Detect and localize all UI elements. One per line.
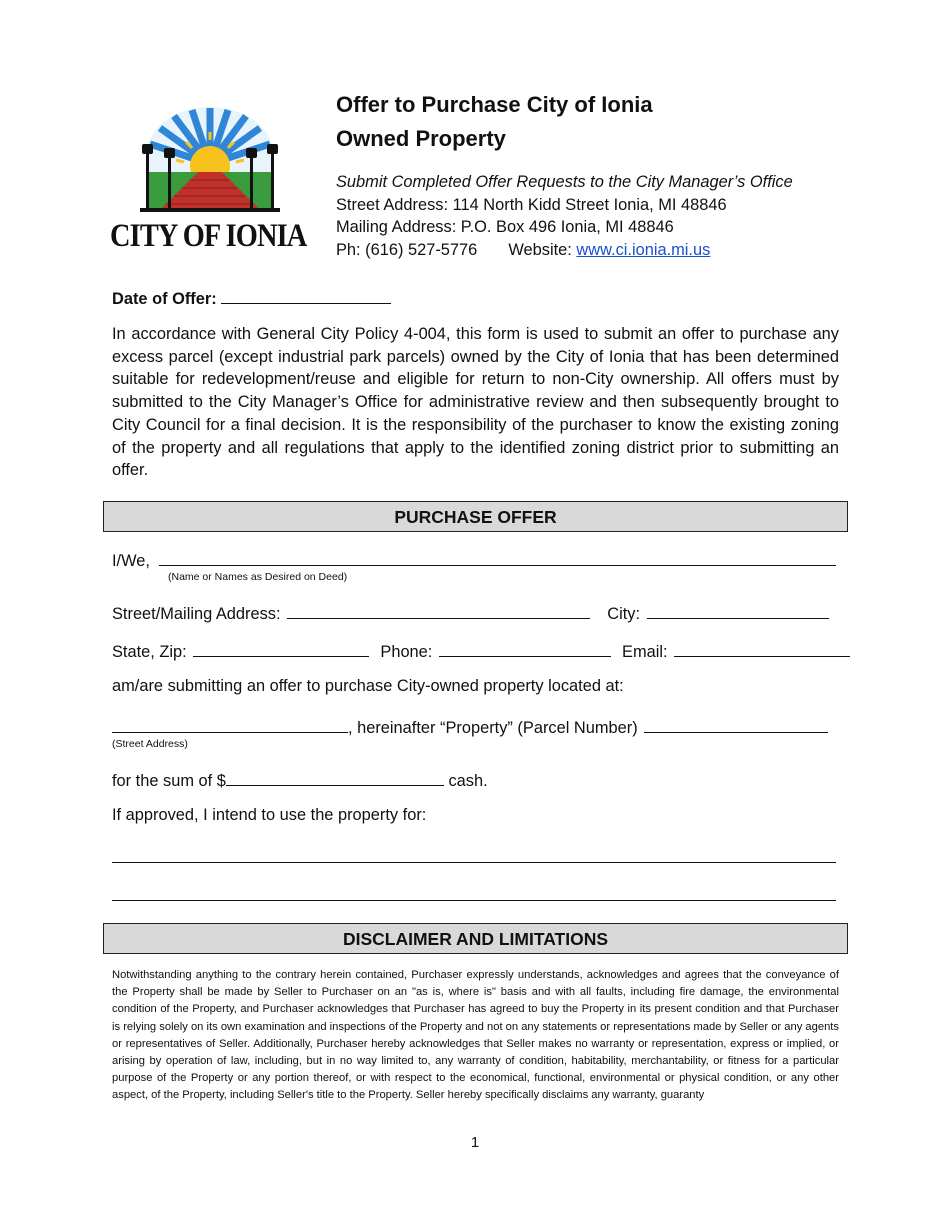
intended-use-label: If approved, I intend to use the property for: xyxy=(112,806,427,824)
city-logo-graphic xyxy=(110,106,310,218)
sum-field[interactable] xyxy=(226,768,444,786)
contact-row xyxy=(112,639,850,662)
phone-label: Phone: xyxy=(380,643,433,661)
intended-use-field-2[interactable] xyxy=(112,900,836,901)
name-hint: (Name or Names as Desired on Deed) xyxy=(168,571,348,583)
submit-statement: am/are submitting an offer to purchase City-owned property located at: xyxy=(112,677,624,695)
page-title-line-1: Offer to Purchase City of Ionia xyxy=(336,92,653,117)
address-row xyxy=(112,601,829,624)
property-text: , hereinafter “Property” (Parcel Number) xyxy=(348,719,638,737)
street-mailing-field[interactable] xyxy=(287,601,590,619)
street-address: Street Address: 114 North Kidd Street Ionia, MI 48846 xyxy=(336,195,727,214)
purchase-offer-heading: PURCHASE OFFER xyxy=(103,501,848,532)
website-link[interactable]: www.ci.ionia.mi.us xyxy=(576,240,711,259)
city-label: City: xyxy=(607,605,641,623)
page-number: 1 xyxy=(470,1134,480,1151)
mailing-address: Mailing Address: P.O. Box 496 Ionia, MI 48846 xyxy=(336,218,674,237)
city-logo-text: CITY OF IONIA xyxy=(110,218,307,254)
city-field[interactable] xyxy=(647,601,829,619)
street-mailing-label: Street/Mailing Address: xyxy=(112,605,281,623)
property-row xyxy=(112,715,828,738)
phone-number: Ph: (616) 527-5776 xyxy=(336,240,478,259)
page-title xyxy=(336,88,653,156)
submit-note: Submit Completed Offer Requests to the City Manager’s Office xyxy=(336,173,793,191)
intro-paragraph: In accordance with General City Policy 4-004, this form is used to submit an offer to purchase any excess parcel (except industrial park parcels) owned by the City of Ionia that has been determined suitable for redevelopment/reuse and eligible for return to non-City ownership. All offers must by submitted to the City Manager’s Office for administrative review and then subsequently brought to City Council for a final decision. It is the responsibility of the purchaser to know the existing zoning of the property and all regulations that apply to the identified zoning district prior to submitting an offer. xyxy=(112,325,839,480)
street-address-hint: (Street Address) xyxy=(112,738,188,750)
date-of-offer-label: Date of Offer: xyxy=(112,290,217,308)
contact-info xyxy=(336,171,793,261)
sum-label: for the sum of $ xyxy=(112,772,226,790)
state-zip-field[interactable] xyxy=(193,639,369,657)
city-logo xyxy=(110,106,310,256)
sum-suffix: cash. xyxy=(448,772,488,790)
name-row xyxy=(112,548,836,571)
street-address-field[interactable] xyxy=(112,715,348,733)
phone-field[interactable] xyxy=(439,639,611,657)
disclaimer-text: Notwithstanding anything to the contrary herein contained, Purchaser expressly understands, acknowledges and agrees that the conveyance of the Property shall be made by Seller to Purchaser on an "as is, where is" basis and with all faults, including fire damage, the environmental condition of the Property, and Purchaser acknowledges that Purchaser has agreed to buy the Property in its present condition and that Purchaser is relying solely on its own examination and inspections of the Property and not on any statements or representations made by Seller or any agents or representatives of Seller. Additionally, Purchaser hereby acknowledges that Seller makes no warranty or representation, express or implied, or arising by operation of law, including, but in no way limited to, any warranty of condition, habitability, merchantability, or fitness for a particular purpose of the Property or any portion thereof, or with respect to the economical, functional, environmental or physical condition, or any other aspect, of the Property, including Seller's title to the Property. Seller hereby specifically disclaims any warranty, guaranty xyxy=(112,969,839,1102)
email-label: Email: xyxy=(622,643,668,661)
date-of-offer-row xyxy=(112,286,391,309)
email-field[interactable] xyxy=(674,639,850,657)
state-zip-label: State, Zip: xyxy=(112,643,187,661)
website-label: Website: xyxy=(508,240,572,259)
iwe-label: I/We, xyxy=(112,552,150,570)
parcel-number-field[interactable] xyxy=(644,715,828,733)
sum-row xyxy=(112,768,488,791)
phone-website-row xyxy=(336,239,793,262)
date-of-offer-field[interactable] xyxy=(221,286,391,304)
disclaimer-heading: DISCLAIMER AND LIMITATIONS xyxy=(103,923,848,954)
name-field[interactable] xyxy=(159,548,836,566)
intended-use-field-1[interactable] xyxy=(112,862,836,863)
page-title-line-2: Owned Property xyxy=(336,126,506,151)
